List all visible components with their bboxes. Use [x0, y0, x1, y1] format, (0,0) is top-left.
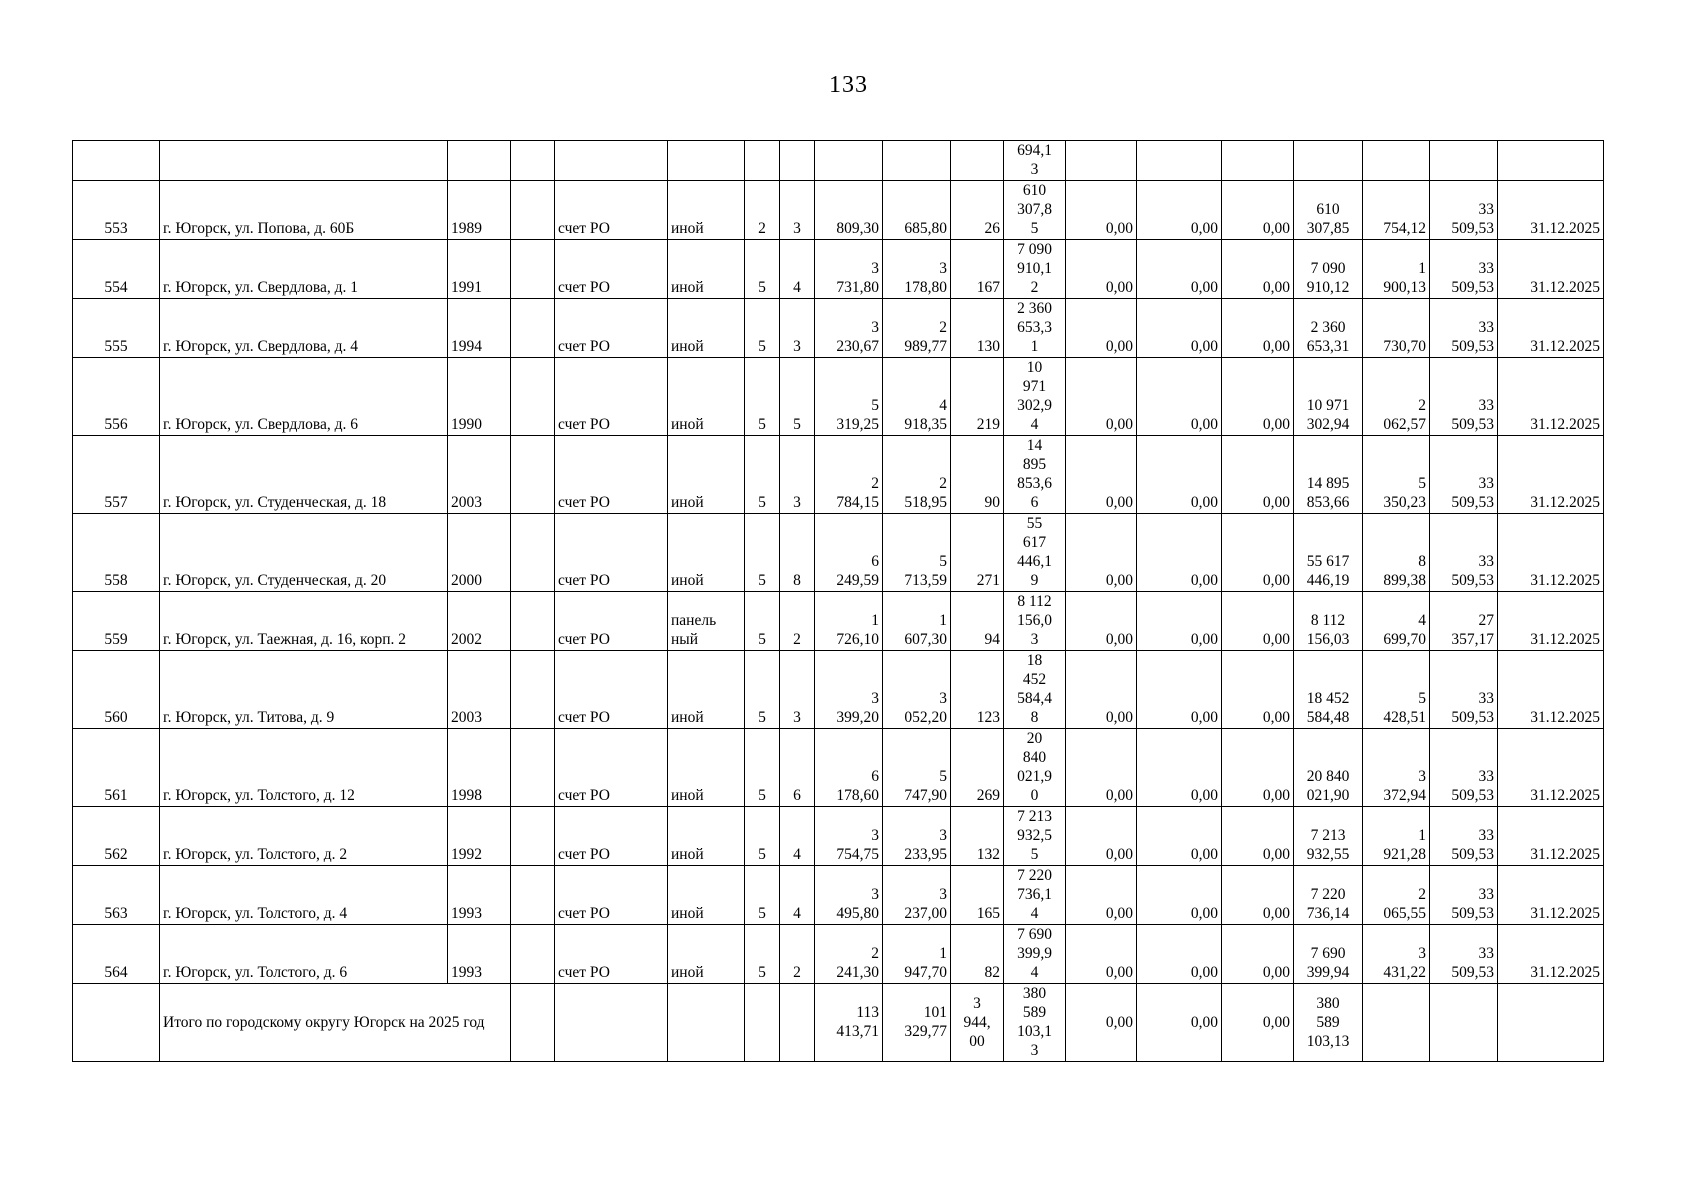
residents: 132 [951, 807, 1004, 866]
fund-1: 0,00 [1066, 866, 1137, 925]
fund-3: 0,00 [1222, 651, 1294, 729]
empty-cell [555, 984, 668, 1062]
summary-area-total: 113 413,71 [815, 984, 883, 1062]
deadline: 31.12.2025 [1498, 181, 1604, 240]
unit-cost: 2 065,55 [1363, 866, 1430, 925]
area-total: 2 784,15 [815, 436, 883, 514]
build-year: 2003 [448, 436, 511, 514]
cost-limit [1430, 141, 1498, 181]
entrances: 6 [780, 729, 815, 807]
repair-cost: 610 307,8 5 [1004, 181, 1066, 240]
area-total: 6 249,59 [815, 514, 883, 592]
total-cost: 18 452 584,48 [1294, 651, 1363, 729]
repair-cost: 55 617 446,1 9 [1004, 514, 1066, 592]
repair-cost: 7 690 399,9 4 [1004, 925, 1066, 984]
build-year: 1993 [448, 866, 511, 925]
floors: 5 [745, 436, 780, 514]
entrances: 8 [780, 514, 815, 592]
floors: 5 [745, 514, 780, 592]
floors: 5 [745, 866, 780, 925]
address: г. Югорск, ул. Толстого, д. 4 [160, 866, 448, 925]
residents: 219 [951, 358, 1004, 436]
total-cost: 7 220 736,14 [1294, 866, 1363, 925]
floors: 5 [745, 299, 780, 358]
fund-1: 0,00 [1066, 358, 1137, 436]
wall-type: иной [668, 925, 745, 984]
wall-type: иной [668, 436, 745, 514]
build-year: 1998 [448, 729, 511, 807]
empty-cell [745, 984, 780, 1062]
wall-type: иной [668, 240, 745, 299]
row-number: 556 [73, 358, 160, 436]
area-living: 3 233,95 [883, 807, 951, 866]
row-number: 564 [73, 925, 160, 984]
table-row [73, 240, 1604, 299]
table-row [73, 436, 1604, 514]
fund-1: 0,00 [1066, 436, 1137, 514]
fund-3: 0,00 [1222, 240, 1294, 299]
wall-type: панель ный [668, 592, 745, 651]
floors: 5 [745, 807, 780, 866]
build-year: 1993 [448, 925, 511, 984]
area-living: 3 237,00 [883, 866, 951, 925]
fund-3: 0,00 [1222, 729, 1294, 807]
build-year: 2003 [448, 651, 511, 729]
account-type: счет РО [555, 866, 668, 925]
empty-cell [511, 514, 555, 592]
register-table [72, 140, 1604, 1062]
repair-cost: 7 213 932,5 5 [1004, 807, 1066, 866]
build-year: 1991 [448, 240, 511, 299]
row-number: 555 [73, 299, 160, 358]
empty-cell [511, 592, 555, 651]
area-living: 4 918,35 [883, 358, 951, 436]
total-cost: 14 895 853,66 [1294, 436, 1363, 514]
empty-cell [668, 984, 745, 1062]
unit-cost: 4 699,70 [1363, 592, 1430, 651]
account-type: счет РО [555, 299, 668, 358]
residents: 26 [951, 181, 1004, 240]
address: г. Югорск, ул. Студенческая, д. 20 [160, 514, 448, 592]
wall-type: иной [668, 514, 745, 592]
table-row [73, 729, 1604, 807]
row-number: 563 [73, 866, 160, 925]
area-living: 1 947,70 [883, 925, 951, 984]
wall-type: иной [668, 651, 745, 729]
entrances: 2 [780, 592, 815, 651]
unit-cost: 3 372,94 [1363, 729, 1430, 807]
area-total: 3 754,75 [815, 807, 883, 866]
summary-total: 380 589 103,13 [1294, 984, 1363, 1062]
build-year: 1989 [448, 181, 511, 240]
account-type: счет РО [555, 240, 668, 299]
repair-cost: 8 112 156,0 3 [1004, 592, 1066, 651]
cost-limit: 27 357,17 [1430, 592, 1498, 651]
residents: 94 [951, 592, 1004, 651]
residents: 82 [951, 925, 1004, 984]
page-number: 133 [829, 72, 868, 98]
area-total: 3 399,20 [815, 651, 883, 729]
floors: 5 [745, 240, 780, 299]
address: г. Югорск, ул. Толстого, д. 2 [160, 807, 448, 866]
entrances: 2 [780, 925, 815, 984]
empty-cell [511, 436, 555, 514]
cost-limit: 33 509,53 [1430, 240, 1498, 299]
residents: 271 [951, 514, 1004, 592]
area-total: 3 230,67 [815, 299, 883, 358]
fund-2: 0,00 [1137, 514, 1222, 592]
wall-type: иной [668, 807, 745, 866]
fund-3: 0,00 [1222, 181, 1294, 240]
fund-1: 0,00 [1066, 514, 1137, 592]
area-living [883, 141, 951, 181]
cost-limit: 33 509,53 [1430, 358, 1498, 436]
fund-2 [1137, 141, 1222, 181]
empty-cell [511, 141, 555, 181]
residents: 90 [951, 436, 1004, 514]
deadline [1498, 141, 1604, 181]
floors: 5 [745, 925, 780, 984]
fund-2: 0,00 [1137, 240, 1222, 299]
fund-1: 0,00 [1066, 299, 1137, 358]
cost-limit: 33 509,53 [1430, 181, 1498, 240]
cost-limit: 33 509,53 [1430, 866, 1498, 925]
address: г. Югорск, ул. Таежная, д. 16, корп. 2 [160, 592, 448, 651]
wall-type [668, 141, 745, 181]
deadline: 31.12.2025 [1498, 729, 1604, 807]
table-row [73, 181, 1604, 240]
area-living: 3 178,80 [883, 240, 951, 299]
row-number: 560 [73, 651, 160, 729]
unit-cost: 5 350,23 [1363, 436, 1430, 514]
area-total: 2 241,30 [815, 925, 883, 984]
repair-cost: 7 090 910,1 2 [1004, 240, 1066, 299]
floors [745, 141, 780, 181]
fund-2: 0,00 [1137, 651, 1222, 729]
row-number [73, 141, 160, 181]
total-cost: 7 213 932,55 [1294, 807, 1363, 866]
account-type: счет РО [555, 436, 668, 514]
account-type: счет РО [555, 514, 668, 592]
table-row [73, 807, 1604, 866]
deadline: 31.12.2025 [1498, 925, 1604, 984]
address: г. Югорск, ул. Титова, д. 9 [160, 651, 448, 729]
empty-cell [511, 925, 555, 984]
fund-2: 0,00 [1137, 181, 1222, 240]
summary-area-living: 101 329,77 [883, 984, 951, 1062]
unit-cost: 754,12 [1363, 181, 1430, 240]
account-type [555, 141, 668, 181]
fund-2: 0,00 [1137, 436, 1222, 514]
area-total: 6 178,60 [815, 729, 883, 807]
repair-cost: 20 840 021,9 0 [1004, 729, 1066, 807]
row-number: 561 [73, 729, 160, 807]
unit-cost: 1 921,28 [1363, 807, 1430, 866]
total-cost: 7 090 910,12 [1294, 240, 1363, 299]
fund-1: 0,00 [1066, 651, 1137, 729]
total-cost: 2 360 653,31 [1294, 299, 1363, 358]
repair-cost: 7 220 736,1 4 [1004, 866, 1066, 925]
fund-2: 0,00 [1137, 807, 1222, 866]
fund-3: 0,00 [1222, 807, 1294, 866]
total-cost: 55 617 446,19 [1294, 514, 1363, 592]
cost-limit: 33 509,53 [1430, 807, 1498, 866]
area-living: 2 518,95 [883, 436, 951, 514]
floors: 5 [745, 651, 780, 729]
address: г. Югорск, ул. Студенческая, д. 18 [160, 436, 448, 514]
empty-cell [511, 807, 555, 866]
empty-cell [511, 240, 555, 299]
area-total [815, 141, 883, 181]
empty-cell [1363, 984, 1430, 1062]
entrances: 3 [780, 181, 815, 240]
table-row [73, 866, 1604, 925]
fund-3: 0,00 [1222, 866, 1294, 925]
deadline: 31.12.2025 [1498, 807, 1604, 866]
address: г. Югорск, ул. Толстого, д. 6 [160, 925, 448, 984]
area-living: 2 989,77 [883, 299, 951, 358]
wall-type: иной [668, 181, 745, 240]
repair-cost: 10 971 302,9 4 [1004, 358, 1066, 436]
account-type: счет РО [555, 592, 668, 651]
fund-3: 0,00 [1222, 436, 1294, 514]
table-row [73, 925, 1604, 984]
table-row [73, 299, 1604, 358]
fund-3 [1222, 141, 1294, 181]
residents [951, 141, 1004, 181]
summary-row [73, 984, 1604, 1062]
account-type: счет РО [555, 729, 668, 807]
account-type: счет РО [555, 807, 668, 866]
fund-1: 0,00 [1066, 181, 1137, 240]
address: г. Югорск, ул. Попова, д. 60Б [160, 181, 448, 240]
unit-cost: 8 899,38 [1363, 514, 1430, 592]
fund-1: 0,00 [1066, 925, 1137, 984]
fund-2: 0,00 [1137, 299, 1222, 358]
residents: 123 [951, 651, 1004, 729]
unit-cost: 3 431,22 [1363, 925, 1430, 984]
summary-fund-3: 0,00 [1222, 984, 1294, 1062]
table-row-continued [73, 141, 1604, 181]
deadline: 31.12.2025 [1498, 592, 1604, 651]
empty-cell [511, 984, 555, 1062]
total-cost: 10 971 302,94 [1294, 358, 1363, 436]
account-type: счет РО [555, 181, 668, 240]
area-living: 5 747,90 [883, 729, 951, 807]
entrances: 3 [780, 651, 815, 729]
empty-cell [780, 984, 815, 1062]
empty-cell [511, 866, 555, 925]
cost-limit: 33 509,53 [1430, 729, 1498, 807]
fund-2: 0,00 [1137, 729, 1222, 807]
fund-2: 0,00 [1137, 925, 1222, 984]
wall-type: иной [668, 299, 745, 358]
unit-cost [1363, 141, 1430, 181]
fund-1: 0,00 [1066, 240, 1137, 299]
summary-label: Итого по городскому округу Югорск на 2025 год [160, 984, 511, 1062]
summary-fund-1: 0,00 [1066, 984, 1137, 1062]
summary-fund-2: 0,00 [1137, 984, 1222, 1062]
repair-cost: 2 360 653,3 1 [1004, 299, 1066, 358]
row-number: 553 [73, 181, 160, 240]
fund-1: 0,00 [1066, 807, 1137, 866]
build-year: 1990 [448, 358, 511, 436]
repair-cost: 14 895 853,6 6 [1004, 436, 1066, 514]
table-row [73, 651, 1604, 729]
residents: 165 [951, 866, 1004, 925]
residents: 130 [951, 299, 1004, 358]
account-type: счет РО [555, 925, 668, 984]
entrances: 4 [780, 807, 815, 866]
area-total: 3 495,80 [815, 866, 883, 925]
fund-2: 0,00 [1137, 592, 1222, 651]
summary-residents: 3 944, 00 [951, 984, 1004, 1062]
cost-limit: 33 509,53 [1430, 925, 1498, 984]
area-living: 1 607,30 [883, 592, 951, 651]
floors: 5 [745, 729, 780, 807]
area-total: 3 731,80 [815, 240, 883, 299]
deadline: 31.12.2025 [1498, 514, 1604, 592]
residents: 269 [951, 729, 1004, 807]
residents: 167 [951, 240, 1004, 299]
row-number: 562 [73, 807, 160, 866]
build-year: 1994 [448, 299, 511, 358]
cost-limit: 33 509,53 [1430, 651, 1498, 729]
deadline: 31.12.2025 [1498, 436, 1604, 514]
unit-cost: 2 062,57 [1363, 358, 1430, 436]
entrances: 3 [780, 436, 815, 514]
address: г. Югорск, ул. Толстого, д. 12 [160, 729, 448, 807]
fund-2: 0,00 [1137, 866, 1222, 925]
deadline: 31.12.2025 [1498, 358, 1604, 436]
empty-cell [1430, 984, 1498, 1062]
floors: 5 [745, 592, 780, 651]
area-total: 5 319,25 [815, 358, 883, 436]
empty-cell [511, 729, 555, 807]
wall-type: иной [668, 729, 745, 807]
empty-cell [1498, 984, 1604, 1062]
total-cost: 7 690 399,94 [1294, 925, 1363, 984]
row-number: 558 [73, 514, 160, 592]
unit-cost: 730,70 [1363, 299, 1430, 358]
empty-cell [511, 358, 555, 436]
unit-cost: 1 900,13 [1363, 240, 1430, 299]
cost-limit: 33 509,53 [1430, 436, 1498, 514]
fund-3: 0,00 [1222, 592, 1294, 651]
empty-cell [511, 299, 555, 358]
total-cost: 8 112 156,03 [1294, 592, 1363, 651]
fund-1 [1066, 141, 1137, 181]
address: г. Югорск, ул. Свердлова, д. 4 [160, 299, 448, 358]
cost-limit: 33 509,53 [1430, 514, 1498, 592]
floors: 5 [745, 358, 780, 436]
total-cost: 20 840 021,90 [1294, 729, 1363, 807]
row-number: 559 [73, 592, 160, 651]
fund-2: 0,00 [1137, 358, 1222, 436]
entrances: 4 [780, 866, 815, 925]
repair-cost: 18 452 584,4 8 [1004, 651, 1066, 729]
total-cost [1294, 141, 1363, 181]
entrances: 3 [780, 299, 815, 358]
deadline: 31.12.2025 [1498, 299, 1604, 358]
entrances: 5 [780, 358, 815, 436]
empty-cell [511, 181, 555, 240]
entrances: 4 [780, 240, 815, 299]
area-total: 809,30 [815, 181, 883, 240]
fund-3: 0,00 [1222, 514, 1294, 592]
deadline: 31.12.2025 [1498, 651, 1604, 729]
fund-3: 0,00 [1222, 358, 1294, 436]
total-cost: 610 307,85 [1294, 181, 1363, 240]
wall-type: иной [668, 358, 745, 436]
address [160, 141, 448, 181]
entrances [780, 141, 815, 181]
address: г. Югорск, ул. Свердлова, д. 6 [160, 358, 448, 436]
area-living: 5 713,59 [883, 514, 951, 592]
fund-1: 0,00 [1066, 592, 1137, 651]
deadline: 31.12.2025 [1498, 240, 1604, 299]
build-year: 2002 [448, 592, 511, 651]
area-living: 685,80 [883, 181, 951, 240]
floors: 2 [745, 181, 780, 240]
table-row [73, 514, 1604, 592]
unit-cost: 5 428,51 [1363, 651, 1430, 729]
row-number: 554 [73, 240, 160, 299]
deadline: 31.12.2025 [1498, 866, 1604, 925]
empty-cell [73, 984, 160, 1062]
account-type: счет РО [555, 358, 668, 436]
build-year: 2000 [448, 514, 511, 592]
empty-cell [511, 651, 555, 729]
cost-limit: 33 509,53 [1430, 299, 1498, 358]
area-living: 3 052,20 [883, 651, 951, 729]
build-year [448, 141, 511, 181]
fund-1: 0,00 [1066, 729, 1137, 807]
repair-cost: 694,1 3 [1004, 141, 1066, 181]
area-total: 1 726,10 [815, 592, 883, 651]
table-row [73, 358, 1604, 436]
fund-3: 0,00 [1222, 299, 1294, 358]
account-type: счет РО [555, 651, 668, 729]
build-year: 1992 [448, 807, 511, 866]
table-row [73, 592, 1604, 651]
row-number: 557 [73, 436, 160, 514]
summary-cost: 380 589 103,1 3 [1004, 984, 1066, 1062]
fund-3: 0,00 [1222, 925, 1294, 984]
address: г. Югорск, ул. Свердлова, д. 1 [160, 240, 448, 299]
wall-type: иной [668, 866, 745, 925]
